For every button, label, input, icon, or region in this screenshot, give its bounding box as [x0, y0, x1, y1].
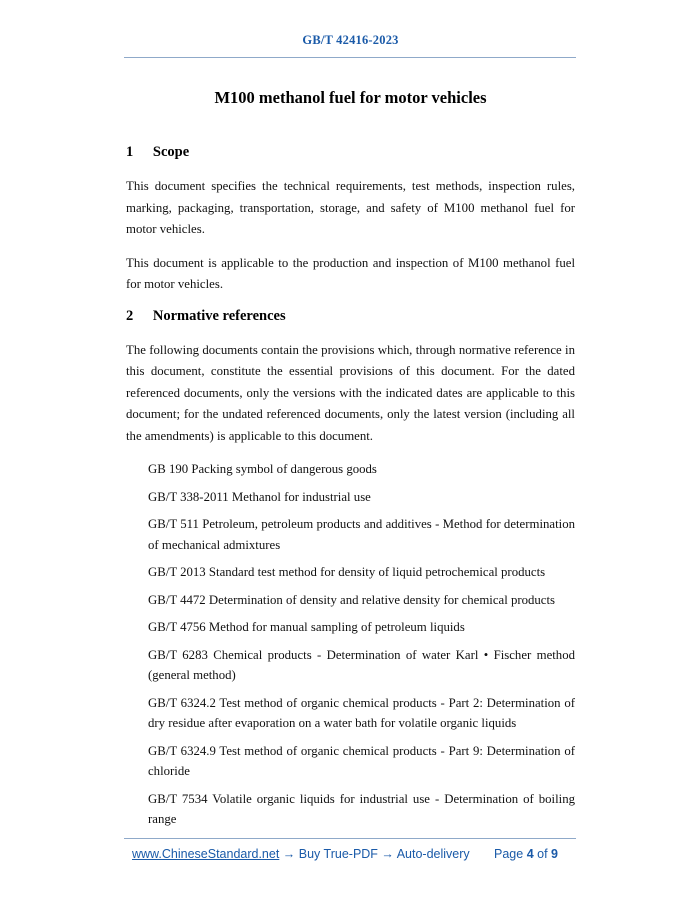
section-1-number: 1: [126, 144, 134, 160]
reference-item: GB/T 7534 Volatile organic liquids for industrial use - Determination of boiling range: [148, 791, 575, 826]
page-label: Page: [494, 847, 524, 861]
page-footer: [124, 838, 576, 861]
scope-paragraph-1: This document specifies the technical requirements, test methods, inspection rules, marking, packaging, transportation, storage, and safety of M100 methanol fuel for motor vehicles.: [126, 179, 575, 236]
section-1-heading: [126, 144, 575, 161]
total-pages: 9: [551, 847, 558, 861]
of-label: of: [537, 847, 548, 861]
document-content: [126, 88, 575, 837]
standard-code: GB/T 42416-2023: [302, 33, 399, 47]
section-2-number: 2: [126, 307, 134, 324]
reference-list: [126, 459, 575, 830]
reference-item: GB/T 6324.2 Test method of organic chemical products - Part 2: Determination of dry residue after evaporation on a water bath for volatile organic liquids: [148, 695, 575, 730]
page-header: [126, 33, 575, 48]
section-2-heading: [126, 308, 575, 325]
header-rule: [124, 57, 576, 58]
footer-link[interactable]: www.ChineseStandard.net: [132, 847, 280, 861]
reference-item: GB/T 2013 Standard test method for density of liquid petrochemical products: [148, 565, 546, 579]
section-2-title: Normative references: [152, 307, 286, 324]
document-title: M100 methanol fuel for motor vehicles: [214, 88, 487, 107]
reference-item: GB/T 338-2011 Methanol for industrial use: [148, 489, 371, 504]
scope-paragraph-2: This document is applicable to the production and inspection of M100 methanol fuel for motor vehicles.: [126, 255, 575, 291]
normative-references-intro: The following documents contain the provisions which, through normative reference in this document, constitute the essential provisions of this document. For the dated referenced documents, only the versions with the indicated dates are applicable to this document; for the undated referenced documents, only the latest version (including all the amendments) is applicable to this document.: [126, 342, 575, 443]
page-number: 4: [526, 847, 534, 861]
page-indicator: [494, 847, 576, 861]
footer-tagline: → Buy True-PDF → Auto-delivery: [279, 847, 470, 861]
reference-item: GB/T 6283 Chemical products - Determination of water Karl • Fischer method (general method): [148, 647, 575, 682]
reference-item: GB 190 Packing symbol of dangerous goods: [148, 462, 377, 476]
reference-item: GB/T 4756 Method for manual sampling of petroleum liquids: [148, 620, 465, 634]
section-1-title: Scope: [152, 144, 190, 160]
reference-item: GB/T 6324.9 Test method of organic chemical products - Part 9: Determination of chloride: [148, 743, 575, 778]
reference-item: GB/T 4472 Determination of density and relative density for chemical products: [148, 592, 556, 607]
footer-left: [124, 847, 470, 861]
reference-item: GB/T 511 Petroleum, petroleum products and additives - Method for determination of mechanical admixtures: [148, 517, 575, 552]
